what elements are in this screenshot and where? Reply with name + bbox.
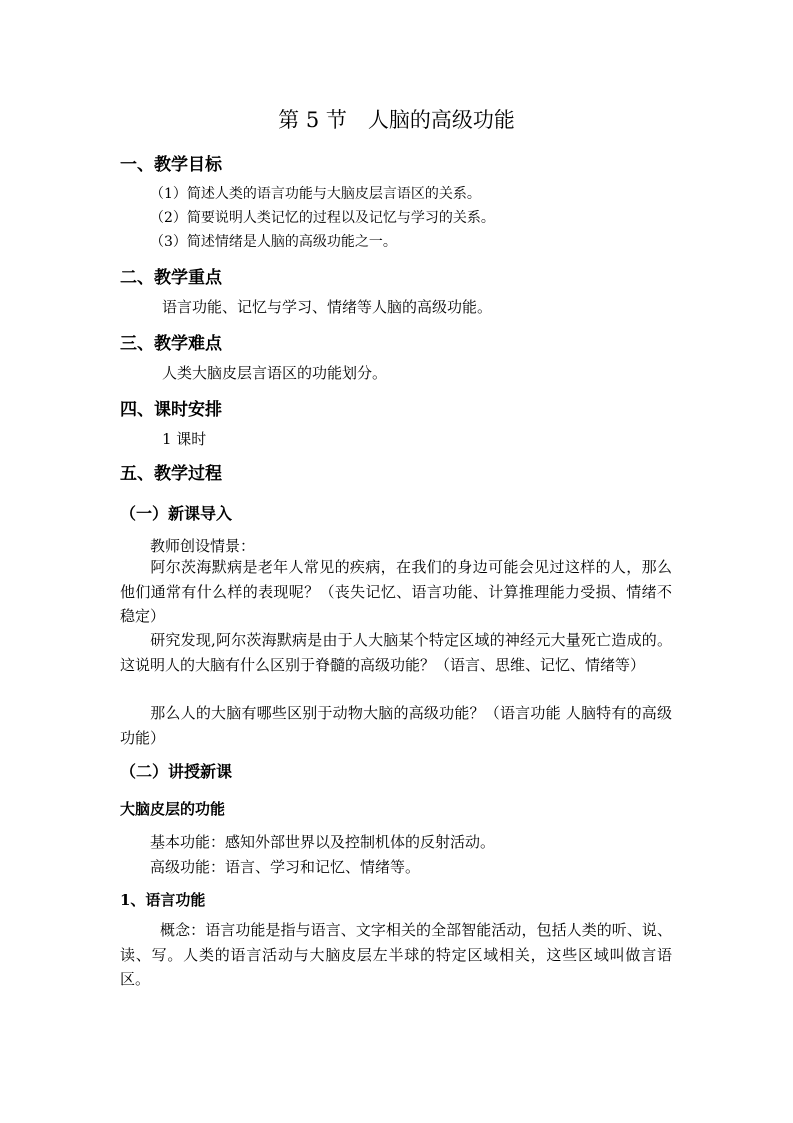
schedule-text: 1 课时 bbox=[162, 430, 207, 448]
advanced-function-text: 高级功能：语言、学习和记忆、情绪等。 bbox=[150, 858, 421, 876]
intro-label: 教师创设情景： bbox=[150, 537, 256, 555]
objective-item-3: （3）简述情绪是人脑的高级功能之一。 bbox=[150, 234, 397, 250]
basic-function-text: 基本功能：感知外部世界以及控制机体的反射活动。 bbox=[150, 833, 496, 851]
difficulties-heading: 三、教学难点 bbox=[120, 334, 222, 354]
objectives-heading: 一、教学目标 bbox=[120, 155, 222, 175]
cortex-function-heading: 大脑皮层的功能 bbox=[120, 800, 226, 818]
objective-item-2: （2）简要说明人类记忆的过程以及记忆与学习的关系。 bbox=[150, 210, 495, 226]
difficulties-text: 人类大脑皮层言语区的功能划分。 bbox=[162, 364, 388, 382]
new-lesson-heading: （二）讲授新课 bbox=[120, 762, 233, 781]
intro-paragraph-3 bbox=[120, 701, 672, 750]
language-concept-paragraph bbox=[120, 918, 672, 992]
intro-paragraph-2-text: 研究发现,阿尔茨海默病是由于人大脑某个特定区域的神经元大量死亡造成的。这说明人的大脑有什么区别于脊髓的高级功能？（语言、思维、记忆、情绪等） bbox=[120, 631, 672, 674]
key-points-text: 语言功能、记忆与学习、情绪等人脑的高级功能。 bbox=[162, 298, 493, 316]
page-title: 第 5 节 人脑的高级功能 bbox=[278, 108, 515, 132]
key-points-heading: 二、教学重点 bbox=[120, 268, 222, 288]
language-function-heading: 1、语言功能 bbox=[120, 891, 206, 909]
intro-heading: （一）新课导入 bbox=[120, 504, 233, 523]
schedule-heading: 四、课时安排 bbox=[120, 400, 222, 420]
process-heading: 五、教学过程 bbox=[120, 464, 222, 484]
intro-paragraph-1-text: 阿尔茨海默病是老年人常见的疾病，在我们的身边可能会见过这样的人，那么他们通常有什么样的表现呢？（丧失记忆、语言功能、计算推理能力受损、情绪不稳定） bbox=[120, 558, 672, 625]
intro-paragraph-3-text: 那么人的大脑有哪些区别于动物大脑的高级功能？（语言功能 人脑特有的高级功能） bbox=[120, 704, 672, 747]
objective-item-1: （1）简述人类的语言功能与大脑皮层言语区的关系。 bbox=[150, 186, 481, 202]
intro-paragraph-1 bbox=[120, 555, 672, 629]
intro-paragraph-2 bbox=[120, 628, 672, 677]
language-concept-text: 概念：语言功能是指与语言、文字相关的全部智能活动，包括人类的听、说、读、写。人类的语言活动与大脑皮层左半球的特定区域相关，这些区域叫做言语区。 bbox=[120, 921, 672, 988]
